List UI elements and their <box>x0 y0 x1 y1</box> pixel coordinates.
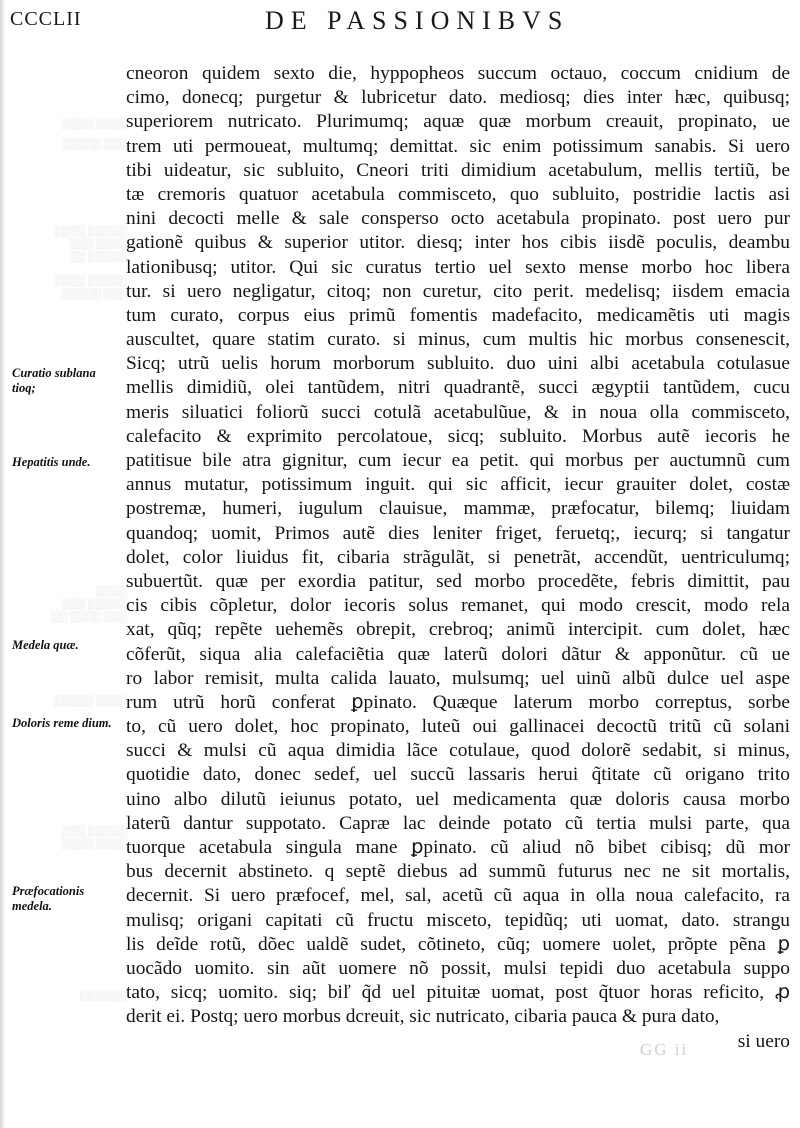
marginal-note-praefocationis: Præfocationis medela. <box>12 884 85 913</box>
text-line: tum curato, corpus eius primũ fomentis madefacito, medicamẽtis uti magis <box>126 304 790 326</box>
text-line: cimo, donecq; purgetur & lubricetur dato. mediosq; dies inter hæc, quibusq; <box>126 87 790 109</box>
text-line: Sicq; utrũ uelis horum morborum subluito. duo uini albi acetabula cotulasue <box>126 353 790 375</box>
text-line: to, cũ uero dolet, hoc propinato, luteũ oui gallinacei decoctũ tritũ cũ solani <box>126 716 790 738</box>
text-line: uino albo dilutũ ieiunus potato, uel medicamenta quæ doloris causa morbo <box>126 788 790 810</box>
text-line: dolet, color liuidus fit, cibaria strãgulãt, si penetrãt, accendũt, uentriculumq; <box>126 546 790 568</box>
text-line: postremæ, humeri, iugulum clauisue, mammæ, præfocatur, bilemq; liuidam <box>126 498 790 520</box>
text-line: cneoron quidem sexto die, hyppopheos succum octauo, coccum cnidium de <box>126 63 790 84</box>
text-line: quotidie dato, donec sedef, uel succũ lassaris herui q̃titate cũ origano trito <box>126 764 790 786</box>
text-line: decernit. Si uero præfocef, mel, sal, acetũ cũ aqua in olla noua calefacito, ra <box>126 885 790 907</box>
text-line: ro labor remisit, multa calida lauato, mulsumq; uel uinũ albũ dulce uel aspe <box>126 667 790 689</box>
text-line: tato, sicq; uomito. siq; biľ q̃d uel pituitæ uomat, post q̃tuor horas reficito, ꝓ <box>126 982 790 1004</box>
text-line: trem uti permoueat, multumq; demittat. sic enim potissimum sanabis. Si uero <box>126 135 790 157</box>
marginal-note-hepatitis: Hepatitis unde. <box>12 455 91 469</box>
text-line: subuertũt. quæ per exordia patitur, sed morbo procedẽte, febris dimittit, pau <box>126 570 790 592</box>
text-line: tur. si uero negligatur, citoq; non curetur, cito perit. medelisq; iisdem emacia <box>126 280 790 302</box>
text-line: laterũ dantur suppotato. Capræ lac deinde potato cũ tertia mulsi parte, qua <box>126 812 790 834</box>
text-line: tuorque acetabula singula mane ꝑpinato. cũ aliud nõ bibet cibisq; dũ mor <box>126 837 790 858</box>
text-line: uocãdo uomito. sin aũt uomere nõ possit, mulsi tepidi duo acetabula suppo <box>126 957 790 979</box>
text-line: succi & mulsi cũ aqua dimidia lãce cotulaue, quod dolorẽ sedabit, si minus, <box>126 740 790 762</box>
text-line: bus decernit abstineto. q septẽ diebus ad summũ futurus nec ne sit mortalis, <box>126 861 790 883</box>
text-line: meris siluatici foliorũ succi cotulã acetabulũue, & in noua olla commisceto, <box>126 401 790 423</box>
text-line: lis deĩde rotũ, dõec ualdẽ sudet, cõtineto, cũq; uomere uolet, prõpte pẽna ꝑ <box>126 933 790 955</box>
text-line: xat, qũq; repẽte uehemẽs obrepit, crebroq; animũ intercipit. cum dolet, hæc <box>126 619 790 641</box>
main-text-block <box>126 62 790 1054</box>
text-line: superiorem nutricato. Plurimumq; aquæ quæ morbum creauit, propinato, ue <box>126 111 790 133</box>
bleed-through-mark: ░░░░ ░░░░ <box>61 118 127 130</box>
bleed-through-mark: ░░░░░ ░░░░ ░░░ ░░░░░ <box>54 275 127 300</box>
text-line: calefacito & exprimito percolatoue, sicq; subluito. Morbus autẽ iecoris he <box>126 425 790 447</box>
signature-mark: GG ii <box>640 1040 689 1059</box>
text-line: cis cibis cõpletur, dolor iecoris solus remanet, qui modo crescit, modo rela <box>126 595 790 617</box>
text-line: patitisue bile atra gignitur, cum iecur ea petit. qui morbus per auctumnũ cum <box>126 450 790 471</box>
bleed-through-mark: ░░░░░░ <box>80 990 127 1002</box>
bleed-through-mark: ░░░░ ░░░░░ ░░░ ░░░ ░░░░ ░░ <box>51 585 127 623</box>
text-line: nini decocti melle & sale consperso octo acetabula propinato. post uero pur <box>126 208 790 230</box>
bleed-through-mark: ░░░░ ░░░░░ <box>54 695 127 707</box>
text-line: cõferũt, siqua alia calefaciẽtia quæ laterũ dolori dãtur & apponũtur. cũ ue <box>126 643 790 665</box>
text-line: mellis dimidiũ, olei tantũdem, nitri quadrantẽ, succi ægyptii tantũdem, cucu <box>126 377 790 399</box>
bleed-through-mark: ░░░░░ ░░░░ ░░░░ ░░░ ░░░░░ ░░ <box>54 225 127 263</box>
text-line: auscultet, quare statim curato. si minus, cum multis hic morbus consenescit, <box>126 329 790 351</box>
text-line: quandoq; uomit, Primos autẽ dies leniter friget, feruetq;, iecurq; si tangatur <box>126 522 790 544</box>
folio-number: CCCLII <box>10 8 82 30</box>
text-line: gationẽ quibus & superior utitor. diesq; inter hos cibis iisdẽ poculis, deambu <box>126 232 790 254</box>
text-line: annus mutatur, potissimum inguit. qui sic afficit, iecur grauiter dolet, costæ <box>126 474 790 496</box>
bleed-through-mark: ░░░ ░░░░░ <box>61 138 127 150</box>
running-title: DE PASSIONIBVS <box>265 6 570 35</box>
marginal-note-doloris: Doloris reme dium. <box>12 716 112 730</box>
text-line: derit ei. Postq; uero morbus dcreuit, sic nutricato, cibaria pauca & pura dato, <box>126 1006 720 1028</box>
text-line: lationibusq; utitor. Qui sic curatus tertio uel sexto mense morbo hoc libera <box>126 256 790 278</box>
marginal-note-curatio: Curatio sublana tioq; <box>12 366 96 395</box>
text-line: rum utrũ horũ conferat ꝑpinato. Quæque laterum morbo correptus, sorbe <box>126 691 790 713</box>
text-line: mulisq; origani capitati cũ fructu misceto, tepidũq; uti uomat, dato. strangu <box>126 909 790 931</box>
bleed-through-mark: ░░░░░ ░░░ ░░░░ ░░░░ <box>61 825 127 850</box>
page-edge-shadow <box>0 0 6 1128</box>
text-line: tibi uideatur, sic subluito, Cneori triti dimidium acetabulum, mellis tertiũ, be <box>126 159 790 181</box>
marginal-note-medela: Medela quæ. <box>12 638 79 652</box>
catchword: si uero <box>737 1030 790 1052</box>
text-line: tæ cremoris quatuor acetabula commisceto, quo subluito, postridie lactis asi <box>126 183 790 205</box>
